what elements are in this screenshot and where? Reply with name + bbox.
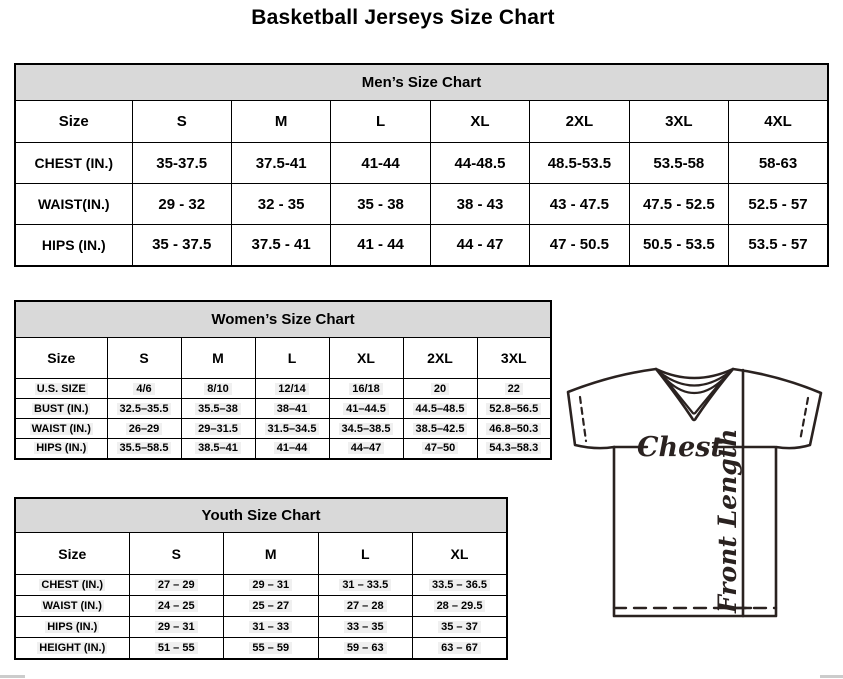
cell-value: 31.5–34.5 — [265, 423, 320, 435]
cell-value: 47 - 50.5 — [549, 236, 609, 254]
jersey-outline — [568, 369, 821, 616]
cell-value: 55 – 59 — [249, 642, 292, 654]
cell-value: 35 - 38 — [357, 195, 404, 213]
table-row — [15, 617, 507, 638]
cell-value: 38.5–42.5 — [413, 423, 468, 435]
cell-value: 47.5 - 52.5 — [642, 195, 715, 213]
cell-value: 41–44 — [274, 442, 311, 454]
cell-value: 52.8–56.5 — [486, 403, 541, 415]
vneck-inner — [663, 376, 726, 414]
scrollbar-artifact-right — [820, 675, 843, 678]
size-col-header: S — [132, 101, 231, 143]
cell-value: 4/6 — [133, 383, 154, 395]
cell-value: 25 – 27 — [249, 600, 292, 612]
cell — [231, 184, 330, 225]
cell-value: 53.5 - 57 — [748, 236, 808, 254]
cell — [318, 638, 413, 659]
cell-value: 34.5–38.5 — [339, 423, 394, 435]
size-col-header: M — [231, 101, 330, 143]
cell — [318, 575, 413, 596]
row-label-text: U.S. SIZE — [36, 382, 86, 395]
cell — [181, 399, 255, 419]
cell-value: 54.3–58.3 — [486, 442, 541, 454]
cell — [329, 439, 403, 459]
row-label — [15, 575, 129, 596]
cell-value: 28 – 29.5 — [434, 600, 486, 612]
cell — [477, 419, 551, 439]
row-label-text: BUST (IN.) — [34, 402, 89, 415]
cell — [255, 439, 329, 459]
row-label-text: CHEST (IN.) — [34, 155, 114, 171]
cell — [132, 143, 231, 184]
cell — [629, 184, 728, 225]
cell — [430, 143, 529, 184]
cell-value: 12/14 — [275, 383, 309, 395]
cell-value: 38–41 — [274, 403, 311, 415]
cell — [224, 617, 319, 638]
cell — [403, 439, 477, 459]
size-col-header: 2XL — [403, 338, 477, 379]
cell — [181, 439, 255, 459]
cell — [231, 225, 330, 266]
cell — [729, 184, 828, 225]
cell — [477, 399, 551, 419]
row-label-text: WAIST(IN.) — [37, 196, 110, 212]
cell-value: 50.5 - 53.5 — [642, 236, 715, 254]
cell-value: 35 - 37.5 — [152, 236, 212, 254]
row-label — [15, 638, 129, 659]
row-label — [15, 184, 132, 225]
table-row — [15, 575, 507, 596]
cell — [224, 575, 319, 596]
cell — [129, 575, 224, 596]
size-col-header: S — [107, 338, 181, 379]
cell — [107, 399, 181, 419]
table-title-row — [15, 498, 507, 533]
table-row — [15, 143, 828, 184]
cell — [331, 184, 430, 225]
cell — [329, 419, 403, 439]
cell — [132, 184, 231, 225]
cell — [318, 596, 413, 617]
cell-value: 38.5–41 — [195, 442, 241, 454]
cell — [530, 143, 629, 184]
table-row — [15, 399, 551, 419]
size-label: Size — [15, 533, 129, 575]
cell — [430, 184, 529, 225]
cell — [181, 419, 255, 439]
cell — [255, 419, 329, 439]
size-header-row — [15, 533, 507, 575]
cell-value: 44.5–48.5 — [413, 403, 468, 415]
cell-value: 29 – 31 — [249, 579, 292, 591]
cell-value: 31 – 33.5 — [339, 579, 391, 591]
cell — [403, 379, 477, 399]
cell-value: 47–50 — [422, 442, 459, 454]
cell-value: 52.5 - 57 — [748, 195, 808, 213]
cell-value: 43 - 47.5 — [549, 195, 609, 213]
size-col-header: XL — [430, 101, 529, 143]
cell-value: 22 — [505, 383, 523, 395]
cell — [331, 225, 430, 266]
cell — [181, 379, 255, 399]
size-col-header: S — [129, 533, 224, 575]
table-row — [15, 184, 828, 225]
cell — [413, 638, 508, 659]
cell-value: 8/10 — [204, 383, 231, 395]
chest-label: Chest — [637, 432, 723, 463]
cell — [403, 419, 477, 439]
cell-value: 37.5 - 41 — [251, 236, 311, 254]
cell — [729, 225, 828, 266]
cell — [403, 399, 477, 419]
cell — [129, 596, 224, 617]
cell — [231, 143, 330, 184]
cell — [629, 143, 728, 184]
table-row — [15, 419, 551, 439]
table-row — [15, 638, 507, 659]
scrollbar-artifact-left — [0, 675, 25, 678]
cell — [255, 399, 329, 419]
jersey-diagram — [556, 360, 830, 628]
right-cuff-dashed-line — [800, 398, 808, 441]
cell — [129, 617, 224, 638]
size-col-header: 4XL — [729, 101, 828, 143]
cell-value: 38 - 43 — [456, 195, 504, 213]
row-label-text: HEIGHT (IN.) — [39, 641, 106, 654]
cell — [629, 225, 728, 266]
cell — [413, 596, 508, 617]
cell-value: 46.8–50.3 — [486, 423, 541, 435]
cell — [318, 617, 413, 638]
table-row — [15, 225, 828, 266]
cell-value: 44 - 47 — [456, 236, 504, 254]
row-label-text: HIPS (IN.) — [36, 442, 87, 455]
cell — [530, 225, 629, 266]
cell-value: 31 – 33 — [249, 621, 292, 633]
size-label: Size — [15, 338, 107, 379]
cell-value: 37.5-41 — [255, 154, 307, 172]
size-label: Size — [15, 101, 132, 143]
table-row — [15, 596, 507, 617]
cell-value: 35 – 37 — [438, 621, 481, 633]
row-label — [15, 143, 132, 184]
cell-value: 44–47 — [348, 442, 385, 454]
womens-size-table — [14, 300, 552, 460]
row-label — [15, 617, 129, 638]
row-label — [15, 379, 107, 399]
cell — [224, 638, 319, 659]
table-title: Women’s Size Chart — [15, 301, 551, 338]
cell-value: 58-63 — [758, 154, 798, 172]
cell-value: 44-48.5 — [454, 154, 506, 172]
cell — [329, 379, 403, 399]
cell — [729, 143, 828, 184]
cell-value: 27 – 28 — [344, 600, 387, 612]
cell — [224, 596, 319, 617]
youth-size-table — [14, 497, 508, 660]
size-col-header: 3XL — [477, 338, 551, 379]
row-label — [15, 399, 107, 419]
cell-value: 41 - 44 — [357, 236, 404, 254]
row-label-text: HIPS (IN.) — [41, 236, 106, 253]
cell — [430, 225, 529, 266]
size-col-header: 3XL — [629, 101, 728, 143]
row-label-text: WAIST (IN.) — [31, 422, 91, 435]
front-length-label: Front Length — [713, 428, 742, 613]
cell — [477, 379, 551, 399]
row-label — [15, 225, 132, 266]
size-col-header: M — [181, 338, 255, 379]
cell — [530, 184, 629, 225]
cell — [331, 143, 430, 184]
cell-value: 63 – 67 — [438, 642, 481, 654]
cell-value: 59 – 63 — [344, 642, 387, 654]
cell — [107, 419, 181, 439]
cell — [477, 439, 551, 459]
cell — [129, 638, 224, 659]
table-row — [15, 379, 551, 399]
cell-value: 41-44 — [361, 154, 400, 172]
cell-value: 24 – 25 — [155, 600, 198, 612]
cell-value: 35-37.5 — [156, 154, 208, 172]
row-label-text: CHEST (IN.) — [41, 579, 104, 591]
left-cuff-dashed-line — [580, 397, 586, 441]
table-title: Men’s Size Chart — [15, 64, 828, 101]
cell-value: 29 – 31 — [155, 621, 198, 633]
table-title: Youth Size Chart — [15, 498, 507, 533]
cell-value: 48.5-53.5 — [547, 154, 612, 172]
mens-size-table — [14, 63, 829, 267]
table-row — [15, 439, 551, 459]
page-title: Basketball Jerseys Size Chart — [251, 6, 555, 29]
cell-value: 41–44.5 — [343, 403, 389, 415]
cell-value: 29 - 32 — [158, 195, 206, 213]
cell — [107, 439, 181, 459]
row-label — [15, 439, 107, 459]
size-header-row — [15, 101, 828, 143]
row-label — [15, 419, 107, 439]
size-col-header: L — [318, 533, 413, 575]
size-col-header: XL — [329, 338, 403, 379]
cell-value: 20 — [431, 383, 449, 395]
table-title-row — [15, 301, 551, 338]
cell-value: 26–29 — [126, 423, 163, 435]
table-title-row — [15, 64, 828, 101]
cell-value: 53.5-58 — [653, 154, 705, 172]
cell-value: 29–31.5 — [195, 423, 241, 435]
cell — [413, 617, 508, 638]
cell — [329, 399, 403, 419]
row-label-text: WAIST (IN.) — [42, 600, 102, 612]
cell-value: 16/18 — [349, 383, 383, 395]
size-header-row — [15, 338, 551, 379]
cell-value: 33 – 35 — [344, 621, 387, 633]
row-label-text: HIPS (IN.) — [47, 621, 98, 633]
cell-value: 35.5–38 — [195, 403, 241, 415]
size-col-header: 2XL — [530, 101, 629, 143]
size-col-header: M — [224, 533, 319, 575]
row-label — [15, 596, 129, 617]
size-col-header: L — [255, 338, 329, 379]
cell-value: 32.5–35.5 — [117, 403, 172, 415]
cell-value: 35.5–58.5 — [117, 442, 172, 454]
cell — [107, 379, 181, 399]
cell-value: 27 – 29 — [155, 579, 198, 591]
cell-value: 51 – 55 — [155, 642, 198, 654]
size-col-header: XL — [413, 533, 508, 575]
size-col-header: L — [331, 101, 430, 143]
cell — [132, 225, 231, 266]
cell — [413, 575, 508, 596]
cell-value: 32 - 35 — [257, 195, 305, 213]
cell — [255, 379, 329, 399]
cell-value: 33.5 – 36.5 — [429, 579, 490, 591]
